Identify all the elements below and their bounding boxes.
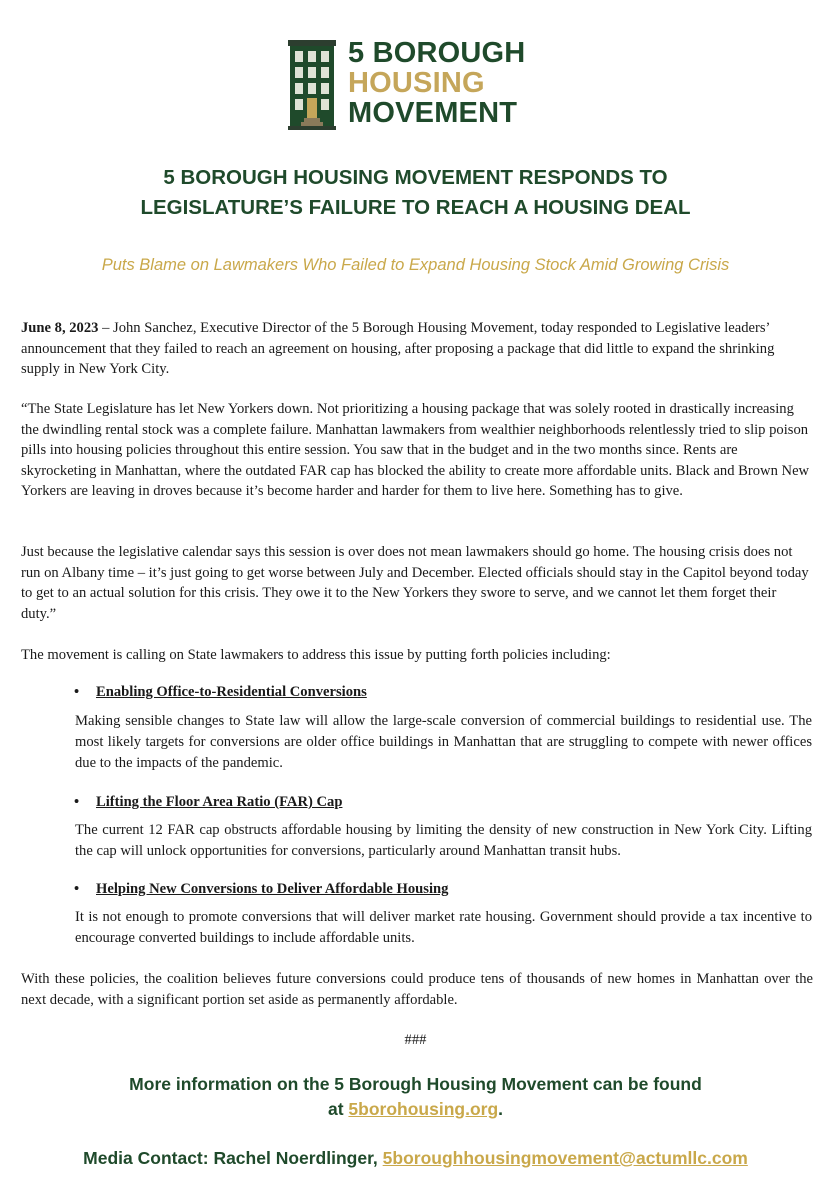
policy-title-text: Helping New Conversions to Deliver Affordable Housing [96,881,449,897]
website-link[interactable]: 5borohousing.org [348,1099,499,1119]
more-info-line-1: More information on the 5 Borough Housing Movement can be found [129,1074,702,1094]
policy-title-text: Lifting the Floor Area Ratio (FAR) Cap [96,794,343,810]
headline-line-1: 5 BOROUGH HOUSING MOVEMENT RESPONDS TO [163,166,668,189]
bullet-icon: • [74,684,80,700]
release-date: June 8, 2023 [21,320,99,336]
date-dash: – [98,320,114,336]
more-info-prefix: at [327,1099,349,1119]
press-release-subhead: Puts Blame on Lawmakers Who Failed to Expand Housing Stock Amid Growing Crisis [101,256,730,274]
logo-line-1: 5 BOROUGH [348,37,526,69]
press-release-headline [40,163,791,223]
policy-title-2 [74,794,342,811]
policy-body-3: It is not enough to promote conversions that will deliver market rate housing. Government should provide a tax incentive to encourage converted buildings to include affordable units. [75,909,812,946]
logo-line-2: HOUSING [348,67,485,99]
policies-intro: The movement is calling on State lawmakers to address this issue by putting forth policies including: [21,647,611,663]
bullet-icon: • [74,881,80,897]
policy-title-1 [74,684,367,701]
media-contact-label: Media Contact: Rachel Noerdlinger, [83,1148,383,1168]
intro-paragraph [21,318,813,380]
more-info-line-2 [40,1097,791,1122]
logo-line-3: MOVEMENT [348,97,518,129]
policy-body-1: Making sensible changes to State law will allow the large-scale conversion of commercial buildings to residential use. The most likely targets for conversions are older office buildings in Manhattan that are struggling to compete with newer offices due to the impacts of the pandemic. [75,713,812,771]
quote-paragraph-1: “The State Legislature has let New Yorkers down. Not prioritizing a housing package that was solely rooted in drastically increasing the dwindling rental stock was a complete failure. Manhattan lawmakers from wealthier neighborhoods relentlessly tried to slip poison pills into housing policies throughout this entire session. You saw that in the budget and in the two months since. Rents are skyrocketing in Manhattan, where the outdated FAR cap has blocked the ability to create more affordable units. Black and Brown New Yorkers are leaving in droves because it’s become harder and harder for them to live here. Something has to give. [21,401,810,499]
policy-title-3 [74,881,448,898]
quote-paragraph-2: Just because the legislative calendar says this session is over does not mean lawmakers should go home. The housing crisis does not run on Albany time – it’s just going to get worse between July and December. Elected officials should stay in the Capitol beyond today to get to an actual solution for this crisis. They owe it to the New Yorkers they swore to serve, and we cannot let them forget their duty.” [21,544,809,622]
brand-logo [288,38,548,130]
policy-title-text: Enabling Office-to-Residential Conversions [96,684,367,700]
media-email-link[interactable]: 5boroughhousingmovement@actumllc.com [382,1148,748,1168]
media-contact [20,1148,811,1169]
intro-text: John Sanchez, Executive Director of the 5 Borough Housing Movement, today responded to Legislative leaders’ announcement that they failed to reach an agreement on housing, after proposing a package that did little to expand the shrinking supply in New York City. [21,320,775,377]
bullet-icon: • [74,794,80,810]
headline-line-2: LEGISLATURE’S FAILURE TO REACH A HOUSING DEAL [140,196,691,219]
closing-paragraph: With these policies, the coalition believes future conversions could produce tens of thousands of new homes in Manhattan over the next decade, with a significant portion set aside as permanently affordable. [21,971,813,1008]
policy-body-2: The current 12 FAR cap obstructs affordable housing by limiting the density of new construction in New York City. Lifting the cap will unlock opportunities for conversions, particularly around Manhattan transit hubs. [75,822,812,859]
end-mark: ### [404,1032,427,1048]
brownstone-building-icon [288,40,336,130]
logo-wordmark [348,38,548,128]
more-info-suffix: . [498,1099,504,1119]
more-info-block [40,1072,791,1122]
